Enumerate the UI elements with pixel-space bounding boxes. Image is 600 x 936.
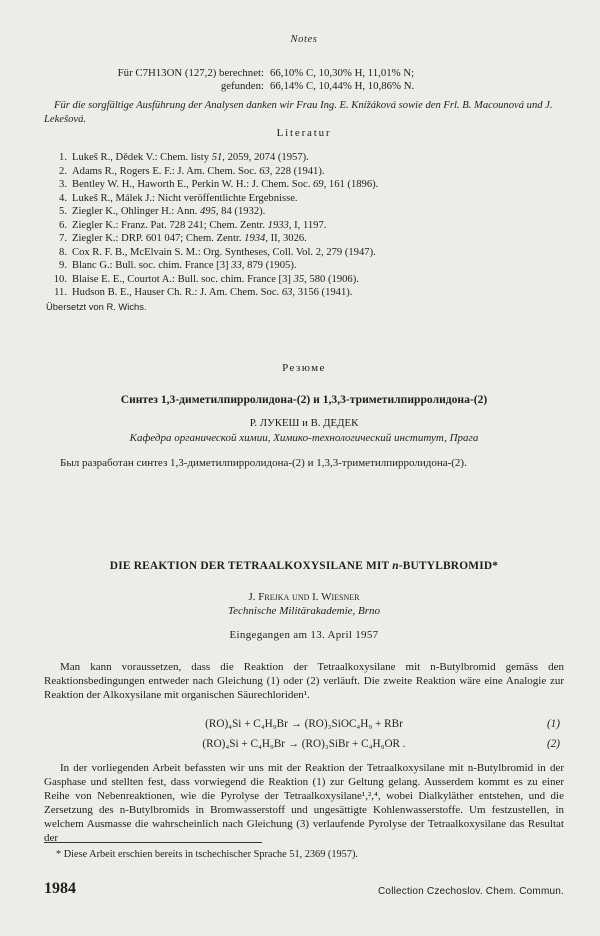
analysis-found-row [44,80,564,93]
analysis-calculated-row [44,67,564,80]
reference-item: 11. Hudson B. E., Hauser Ch. R.: J. Am. Chem. Soc. 63, 3156 (1941). [54,287,353,298]
resume-title: Синтез 1,3-диметилпирролидона-(2) и 1,3,3-триметилпирролидона-(2) [120,393,488,406]
reference-item: 7. Ziegler K.: DRP. 601 047; Chem. Zentr. 1934, II, 3026. [59,233,307,244]
reference-item: 6. Ziegler K.: Franz. Pat. 728 241; Chem. Zentr. 1933, I, 1197. [59,219,327,231]
reference-item: 5. Ziegler K., Ohlinger H.: Ann. 495, 84 (1932). [59,206,266,217]
footnote-rule [44,842,262,843]
resume-text: Был разработан синтез 1,3-диметилпирролидона-(2) и 1,3,3-триметилпирролидона-(2). [60,457,467,469]
reference-item: 9. Blanc G.: Bull. soc. chim. France [3] 33, 879 (1905). [59,260,297,271]
acknowledgement: Für die sorgfältige Ausführung der Analysen danken wir Frau Ing. E. Knížáková sowie den Frl. B. Macounová und J. Lekešová. [44,100,553,125]
reference-item: 3. Bentley W. H., Haworth E., Perkin W. H.: J. Chem. Soc. 69, 161 (1896). [59,179,379,190]
translator-note: Übersetzt von R. Wichs. [46,301,147,312]
equation-1 [44,718,564,734]
resume-authors: Р. ЛУКЕШ и В. ДЕДЕК [249,417,359,429]
elemental-analysis [44,67,564,93]
reference-item: 10. Blaise E. E., Courtot A.: Bull. soc. chim. France [3] 35, 580 (1906). [53,273,359,285]
body-paragraph: Man kann voraussetzen, dass die Reaktion der Tetraalkoxysilane mit n-Butylbromid gemäss den Reaktionsbedingungen entweder nach Gleichung (1) oder (2) verläuft. Die zweite Reaktion wäre eine Analogie zur Reaktion der Alkoxysilane mit organischen Säurechloriden¹. [44,661,564,701]
received-date: Eingegangen am 13. April 1957 [229,629,379,641]
resume-affiliation: Кафедра органической химии, Химико-технологический институт, Прага [129,432,479,444]
equation-number: (1) [546,718,560,730]
footnote: * Diese Arbeit erschien bereits in tschechischer Sprache 51, 2369 (1957). [56,849,358,860]
literature-heading: Literatur [276,127,332,139]
analysis-calculated-values: 66,10% C, 10,30% H, 11,01% N; [270,67,415,79]
analysis-calculated-label: Für C7H13ON (127,2) berechnet: [117,67,264,79]
article-title: DIE REAKTION DER TETRAALKOXYSILANE MIT n-BUTYLBROMID* [109,560,499,572]
page-number: 1984 [44,880,76,897]
resume-heading: Резюме [282,362,326,374]
article-authors: J. Frejka und I. Wiesner [248,591,360,603]
equation-formula: (RO)₄Si + C₄H₉Br → (RO)₃SiBr + C₄H₉OR . [202,738,406,750]
equation-2 [44,738,564,754]
article-affiliation: Technische Militärakademie, Brno [227,605,381,617]
running-header: Notes [290,34,318,45]
reference-item: 2. Adams R., Rogers E. F.: J. Am. Chem. Soc. 63, 228 (1941). [59,165,325,177]
reference-item: 4. Lukeš R., Málek J.: Nicht veröffentlichte Ergebnisse. [59,192,298,204]
analysis-found-values: 66,14% C, 10,44% H, 10,86% N. [270,80,415,92]
equation-number: (2) [546,738,560,750]
reference-item: 8. Cox R. F. B., McElvain S. M.: Org. Syntheses, Coll. Vol. 2, 279 (1947). [59,246,376,258]
body-paragraph: In der vorliegenden Arbeit befassten wir uns mit der Reaktion der Tetraalkoxysilane mit n-Butylbromid in der Gasphase und stellten fest, dass vorwiegend die Reaktion (1) zur Geltung gelang. Ausserdem kommt es zu einer Reihe von Nebenreaktionen, wie die Pyrolyse der Tetraalkoxysilane¹,²,⁴, wobei Dialkyläther entstehen, und die Zersetzung des n-Butylbromids in Bromwasserstoff und ungesättigte Kohlenwasserstoffe. Um festzustellen, in welchem Ausmasse die wahrscheinlich nach Gleichung (3) verlaufende Pyrolyse der Tetraalkoxysilane das Resultat der [44,762,564,844]
equation-formula: (RO)₄Si + C₄H₉Br → (RO)₃SiOC₄H₉ + RBr [205,718,403,730]
journal-name: Collection Czechoslov. Chem. Commun. [378,886,564,897]
reference-item: 1. Lukeš R., Dědek V.: Chem. listy 51, 2059, 2074 (1957). [59,152,309,163]
analysis-found-label: gefunden: [220,80,264,92]
reference-list [52,151,564,300]
